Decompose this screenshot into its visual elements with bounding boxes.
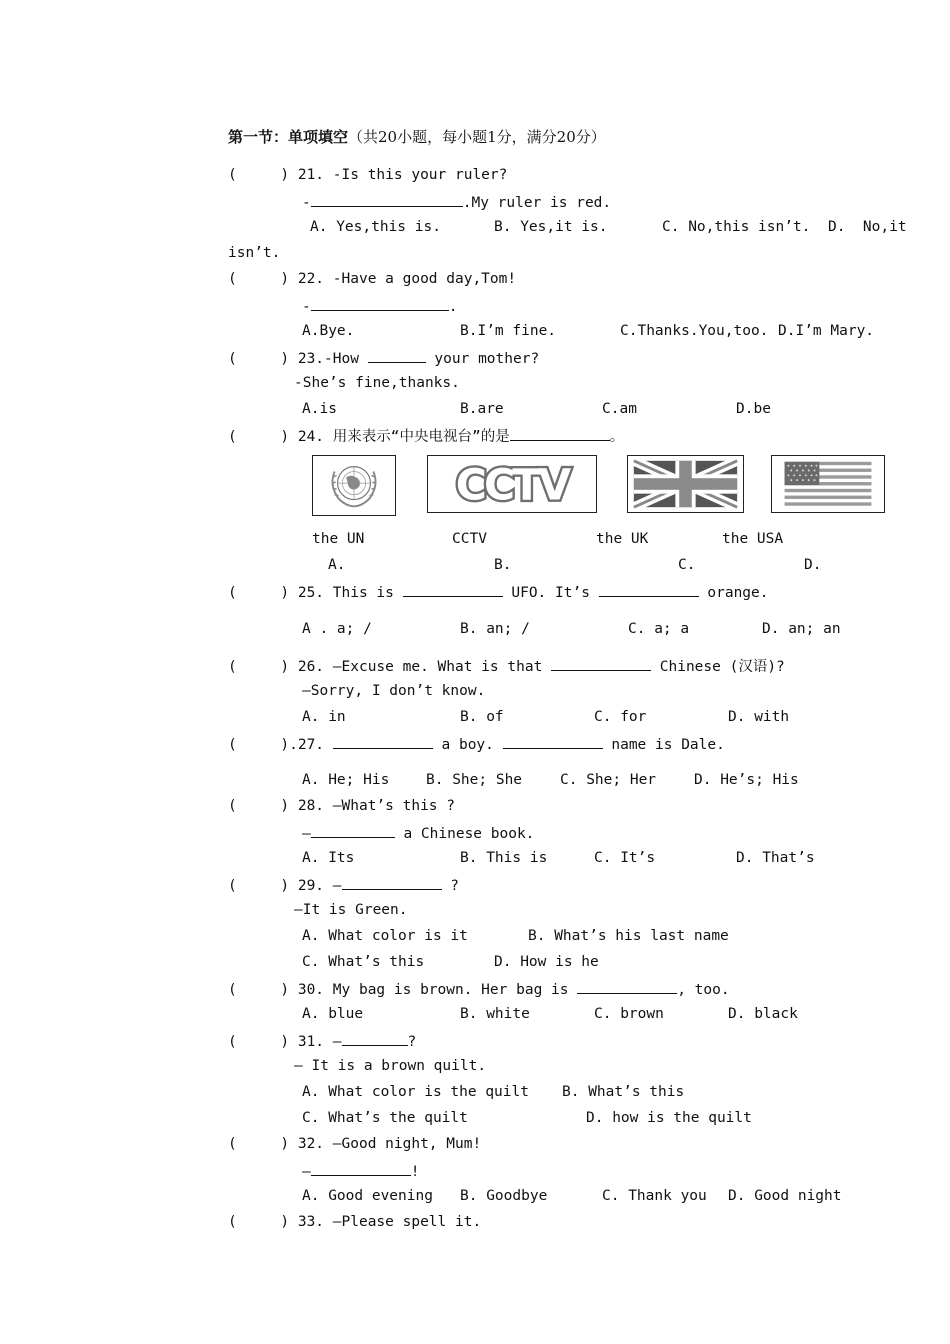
q25-option-c: C. a; a bbox=[628, 621, 690, 637]
q23-option-b: B.are bbox=[460, 401, 504, 417]
q21-option-a: A. Yes,this is. bbox=[310, 219, 441, 235]
q25-option-a: A . a; / bbox=[302, 621, 372, 637]
q23-option-d: D.be bbox=[736, 401, 771, 417]
q32-option-c: C. Thank you bbox=[602, 1188, 707, 1204]
question-32: ( ) 32. —Good night, Mum! bbox=[228, 1136, 482, 1152]
q26-option-d: D. with bbox=[728, 709, 790, 725]
answer-blank[interactable] bbox=[599, 582, 699, 597]
question-29: ( ) 29. — ? bbox=[228, 875, 459, 895]
q21-option-c: C. No,this isn’t. bbox=[662, 219, 811, 235]
q22-option-c: C.Thanks.You,too. bbox=[620, 323, 769, 339]
q26-reply: —Sorry, I don’t know. bbox=[302, 683, 486, 699]
question-31: ( ) 31. — ? bbox=[228, 1031, 416, 1051]
q28-option-d: D. That’s bbox=[736, 850, 815, 866]
answer-blank[interactable] bbox=[403, 582, 503, 597]
q21-option-b: B. Yes,it is. bbox=[494, 219, 608, 235]
q29-option-b: B. What’s his last name bbox=[528, 928, 729, 944]
q29-option-d: D. How is he bbox=[494, 954, 599, 970]
q29-option-c: C. What’s this bbox=[302, 954, 425, 970]
q22-option-a: A.Bye. bbox=[302, 323, 355, 339]
section-title: 第一节：单项填空（共20小题，每小题1分，满分20分） bbox=[228, 128, 606, 146]
q32-answer-line: — ! bbox=[302, 1161, 419, 1181]
q31-reply: — It is a brown quilt. bbox=[294, 1058, 487, 1074]
q24-option-d: D. bbox=[804, 557, 822, 573]
q21-option-d-wrap: isn’t. bbox=[228, 245, 281, 261]
answer-blank[interactable] bbox=[342, 1031, 408, 1046]
q23-option-c: C.am bbox=[602, 401, 637, 417]
logo-label-un: the UN bbox=[312, 531, 365, 547]
answer-blank[interactable] bbox=[311, 823, 395, 838]
answer-blank[interactable] bbox=[333, 734, 433, 749]
q31-option-a: A. What color is the quilt bbox=[302, 1084, 529, 1100]
question-21: ( ) 21. -Is this your ruler? bbox=[228, 167, 508, 183]
q32-option-d: D. Good night bbox=[728, 1188, 842, 1204]
q31-option-b: B. What’s this bbox=[562, 1084, 685, 1100]
question-23: ( ) 23.-How your mother? bbox=[228, 348, 539, 368]
answer-blank[interactable] bbox=[311, 192, 463, 207]
q24-option-a: A. bbox=[328, 557, 346, 573]
q26-option-c: C. for bbox=[594, 709, 647, 725]
answer-blank[interactable] bbox=[503, 734, 603, 749]
q28-option-b: B. This is bbox=[460, 850, 548, 866]
q27-option-c: C. She; Her bbox=[560, 772, 657, 788]
logo-label-cctv: CCTV bbox=[452, 531, 487, 547]
uk-flag-icon bbox=[627, 455, 744, 513]
answer-blank[interactable] bbox=[368, 348, 426, 363]
q21-option-d: D. No,it bbox=[828, 219, 907, 235]
q27-option-b: B. She; She bbox=[426, 772, 523, 788]
q28-answer-line: — a Chinese book. bbox=[302, 823, 534, 843]
usa-flag-icon bbox=[771, 455, 885, 513]
q26-option-b: B. of bbox=[460, 709, 504, 725]
question-26: ( ) 26. —Excuse me. What is that Chinese (汉语)? bbox=[228, 656, 785, 676]
answer-blank[interactable] bbox=[311, 296, 449, 311]
logo-label-uk: the UK bbox=[596, 531, 649, 547]
q21-answer-line: - .My ruler is red. bbox=[302, 192, 611, 212]
q28-option-a: A. Its bbox=[302, 850, 355, 866]
answer-blank[interactable] bbox=[551, 656, 651, 671]
q24-option-b: B. bbox=[494, 557, 512, 573]
q27-option-a: A. He; His bbox=[302, 772, 390, 788]
q22-option-d: D.I’m Mary. bbox=[778, 323, 875, 339]
answer-blank[interactable] bbox=[342, 875, 442, 890]
question-33: ( ) 33. —Please spell it. bbox=[228, 1214, 482, 1230]
q22-option-b: B.I’m fine. bbox=[460, 323, 557, 339]
q32-option-a: A. Good evening bbox=[302, 1188, 433, 1204]
q30-option-b: B. white bbox=[460, 1006, 530, 1022]
q25-option-b: B. an; / bbox=[460, 621, 530, 637]
q29-option-a: A. What color is it bbox=[302, 928, 468, 944]
q23-option-a: A.is bbox=[302, 401, 337, 417]
q30-option-d: D. black bbox=[728, 1006, 798, 1022]
q23-reply: -She’s fine,thanks. bbox=[294, 375, 460, 391]
question-22: ( ) 22. -Have a good day,Tom! bbox=[228, 271, 517, 287]
q30-option-c: C. brown bbox=[594, 1006, 664, 1022]
q25-option-d: D. an; an bbox=[762, 621, 841, 637]
cctv-logo-text: CCTV bbox=[455, 461, 569, 511]
q30-option-a: A. blue bbox=[302, 1006, 364, 1022]
q22-answer-line: - . bbox=[302, 296, 457, 316]
q27-option-d: D. He’s; His bbox=[694, 772, 799, 788]
q28-option-c: C. It’s bbox=[594, 850, 656, 866]
q32-option-b: B. Goodbye bbox=[460, 1188, 548, 1204]
answer-blank[interactable] bbox=[510, 426, 610, 441]
cctv-logo-icon bbox=[427, 455, 597, 513]
question-27: ( ).27. a boy. name is Dale. bbox=[228, 734, 725, 754]
question-24: ( ) 24. 用来表示“中央电视台”的是 。 bbox=[228, 426, 624, 446]
un-emblem-icon bbox=[312, 455, 396, 516]
question-28: ( ) 28. —What’s this ? bbox=[228, 798, 455, 814]
answer-blank[interactable] bbox=[577, 979, 677, 994]
question-25: ( ) 25. This is UFO. It’s orange. bbox=[228, 582, 769, 602]
q24-option-c: C. bbox=[678, 557, 696, 573]
q26-option-a: A. in bbox=[302, 709, 346, 725]
question-30: ( ) 30. My bag is brown. Her bag is , too. bbox=[228, 979, 730, 999]
q29-reply: —It is Green. bbox=[294, 902, 408, 918]
q31-option-d: D. how is the quilt bbox=[586, 1110, 752, 1126]
q31-option-c: C. What’s the quilt bbox=[302, 1110, 468, 1126]
answer-blank[interactable] bbox=[311, 1161, 411, 1176]
logo-label-usa: the USA bbox=[722, 531, 784, 547]
